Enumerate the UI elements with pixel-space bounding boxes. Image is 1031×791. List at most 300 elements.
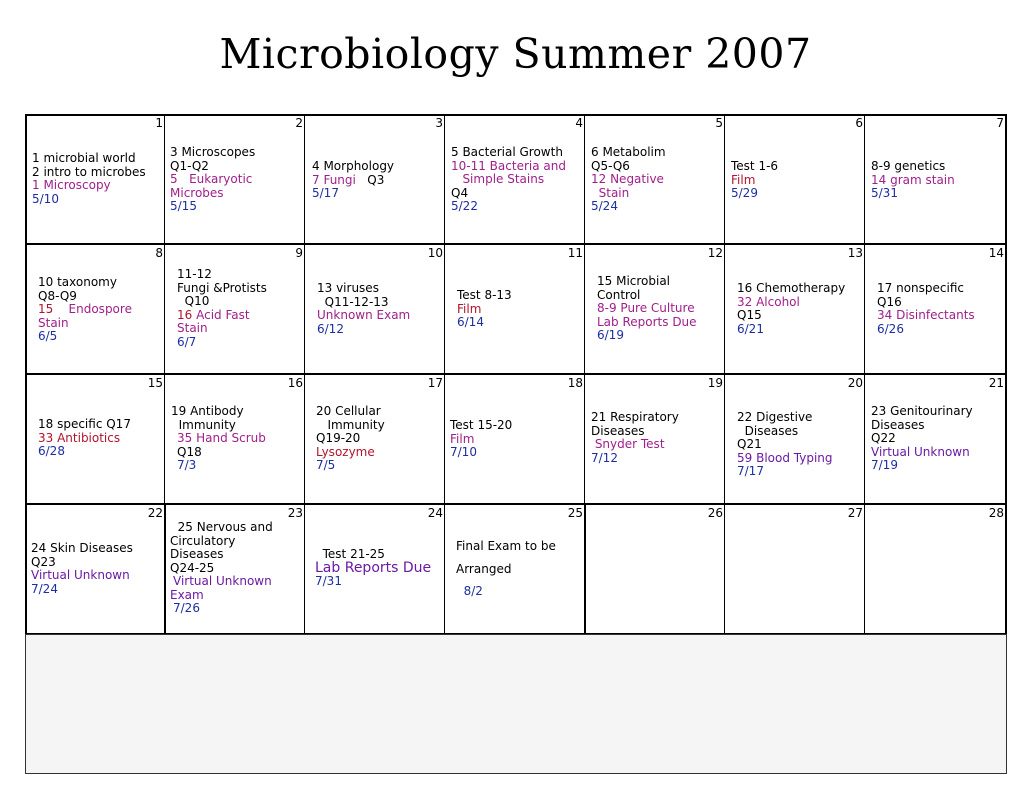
agenda-text: Q1-Q2 xyxy=(170,158,209,173)
agenda-text: 5/29 xyxy=(731,186,758,200)
agenda-line xyxy=(456,585,556,599)
day-number: 6 xyxy=(855,116,863,130)
agenda-text: Q19-20 xyxy=(316,431,361,445)
agenda-text: 23 Genitourinary xyxy=(871,404,973,418)
agenda-line xyxy=(871,174,955,188)
agenda-line xyxy=(591,146,666,160)
day-agenda xyxy=(312,160,394,201)
grid-line xyxy=(25,243,1007,245)
day-number: 24 xyxy=(427,506,443,520)
agenda-line xyxy=(170,521,273,535)
agenda-line xyxy=(312,187,394,201)
agenda-text: 8-9 genetics xyxy=(871,159,946,173)
agenda-line xyxy=(170,602,273,616)
agenda-text: Immunity xyxy=(316,417,385,432)
agenda-text: Q23 xyxy=(31,554,56,569)
day-number: 19 xyxy=(707,376,723,390)
agenda-line xyxy=(32,193,146,207)
agenda-text: 6/19 xyxy=(597,328,624,342)
agenda-line xyxy=(316,459,385,473)
agenda-line xyxy=(31,556,133,570)
agenda-text: Test 1-6 xyxy=(731,159,779,173)
agenda-text: 7/19 xyxy=(871,458,898,472)
agenda-line xyxy=(177,322,267,336)
calendar-day-cell xyxy=(585,374,725,504)
agenda-line xyxy=(450,433,512,447)
agenda-text: 20 Cellular xyxy=(316,404,381,418)
agenda-line xyxy=(591,160,666,174)
agenda-text: 5/17 xyxy=(312,186,339,200)
calendar-day-cell xyxy=(445,504,585,634)
agenda-line xyxy=(171,405,266,419)
day-agenda xyxy=(871,405,973,473)
day-agenda xyxy=(737,411,833,479)
day-number: 27 xyxy=(847,506,863,520)
day-number: 21 xyxy=(988,376,1004,390)
agenda-text: Lysozyme xyxy=(316,444,375,459)
agenda-line xyxy=(731,174,778,188)
agenda-line xyxy=(312,174,394,188)
day-number: 1 xyxy=(155,116,163,130)
agenda-line xyxy=(737,425,833,439)
agenda-line xyxy=(457,303,512,317)
agenda-line xyxy=(591,438,679,452)
day-agenda xyxy=(591,146,666,214)
grid-line xyxy=(584,504,586,634)
agenda-text: Q4 xyxy=(451,185,469,200)
agenda-text: Circulatory xyxy=(170,533,236,548)
agenda-line xyxy=(170,200,255,214)
agenda-line xyxy=(170,146,255,160)
day-agenda xyxy=(731,160,778,201)
calendar-day-cell xyxy=(445,114,585,244)
agenda-line xyxy=(597,289,697,303)
agenda-text: 6/12 xyxy=(317,321,344,336)
day-agenda xyxy=(31,542,133,596)
day-number: 3 xyxy=(435,116,443,130)
agenda-text: Film xyxy=(731,172,756,187)
agenda-line xyxy=(450,419,512,433)
day-number: 26 xyxy=(707,506,723,520)
day-number: 13 xyxy=(847,246,863,260)
agenda-line xyxy=(317,309,410,323)
day-agenda xyxy=(877,282,975,336)
agenda-text: Exam xyxy=(170,587,204,602)
agenda-text: Diseases xyxy=(170,547,224,561)
grid-line xyxy=(164,504,166,634)
agenda-line xyxy=(38,418,131,432)
agenda-line xyxy=(737,438,833,452)
agenda-text: 8/2 xyxy=(456,584,483,598)
agenda-text: 5/22 xyxy=(451,199,478,213)
agenda-line xyxy=(177,282,267,296)
calendar-day-cell xyxy=(865,374,1006,504)
agenda-text: Q22 xyxy=(871,431,896,445)
agenda-line xyxy=(38,445,131,459)
day-number: 20 xyxy=(847,376,863,390)
agenda-text: Test 15-20 xyxy=(450,418,513,432)
agenda-line xyxy=(591,173,666,187)
agenda-text: 7/3 xyxy=(177,458,197,472)
day-number: 15 xyxy=(147,376,163,390)
agenda-text: 11-12 xyxy=(177,267,212,281)
day-agenda xyxy=(871,160,955,201)
agenda-line xyxy=(871,459,973,473)
agenda-text: Q10 xyxy=(177,294,210,308)
agenda-line xyxy=(170,589,273,603)
day-number: 28 xyxy=(988,506,1004,520)
day-number: 9 xyxy=(295,246,303,260)
day-agenda xyxy=(170,521,273,616)
day-agenda xyxy=(450,419,512,460)
agenda-line xyxy=(731,187,778,201)
day-agenda xyxy=(737,282,845,336)
day-number: 2 xyxy=(295,116,303,130)
calendar-day-cell xyxy=(165,244,305,374)
agenda-line xyxy=(737,411,833,425)
agenda-text: 7/12 xyxy=(591,450,618,465)
agenda-line xyxy=(456,563,556,577)
agenda-text: 6 Metabolim xyxy=(591,145,666,159)
calendar-grid xyxy=(25,114,1006,634)
agenda-line xyxy=(32,166,146,180)
agenda-text: 16 Chemotherapy xyxy=(737,281,846,295)
agenda-text: Control xyxy=(597,287,641,302)
agenda-line xyxy=(38,432,131,446)
agenda-line xyxy=(177,268,267,282)
agenda-text: Stain xyxy=(177,321,208,335)
agenda-text: 24 Skin Diseases xyxy=(31,541,133,555)
calendar-day-cell xyxy=(865,244,1006,374)
agenda-text: Diseases xyxy=(591,423,645,438)
agenda-text: 7/26 xyxy=(173,601,200,615)
calendar-day-cell xyxy=(305,244,445,374)
grid-line xyxy=(724,114,725,634)
agenda-text: Virtual Unknown xyxy=(173,574,272,588)
grid-line xyxy=(25,373,1007,375)
agenda-line xyxy=(317,323,410,337)
day-agenda xyxy=(317,282,410,336)
calendar-day-cell xyxy=(725,244,865,374)
agenda-line xyxy=(170,548,273,562)
day-agenda xyxy=(456,540,556,599)
agenda-line xyxy=(170,173,255,187)
day-number: 18 xyxy=(567,376,583,390)
agenda-text: 5 Eukaryotic xyxy=(170,172,253,186)
agenda-text: 6/7 xyxy=(177,334,197,349)
calendar-day-cell xyxy=(865,504,1006,634)
agenda-line xyxy=(31,583,133,597)
agenda-text: 6/26 xyxy=(877,321,904,336)
agenda-line xyxy=(877,282,975,296)
agenda-text: Microbes xyxy=(170,185,224,200)
day-number: 25 xyxy=(567,506,583,520)
agenda-line xyxy=(38,330,132,344)
agenda-line xyxy=(177,295,267,309)
agenda-line xyxy=(38,290,132,304)
agenda-text: 21 Respiratory xyxy=(591,410,679,424)
agenda-line xyxy=(171,459,266,473)
calendar-day-cell xyxy=(725,114,865,244)
calendar-day-cell xyxy=(25,244,165,374)
agenda-text: Q3 xyxy=(355,172,385,187)
agenda-text: 14 gram stain xyxy=(871,172,955,187)
agenda-line xyxy=(591,200,666,214)
agenda-line xyxy=(456,540,556,554)
agenda-text: 7/17 xyxy=(737,464,764,478)
agenda-line xyxy=(450,446,512,460)
agenda-text: Q11-12-13 xyxy=(317,294,389,309)
notes-box[interactable] xyxy=(25,634,1007,774)
calendar-day-cell xyxy=(865,114,1006,244)
agenda-text: Arranged xyxy=(456,561,512,576)
agenda-line xyxy=(871,405,973,419)
agenda-line xyxy=(597,275,697,289)
agenda-text: 4 Morphology xyxy=(312,159,395,173)
day-number: 14 xyxy=(988,246,1004,260)
agenda-text: 5/31 xyxy=(871,186,898,200)
agenda-text: 5 Bacterial Growth xyxy=(451,145,563,159)
agenda-line xyxy=(597,302,697,316)
agenda-line xyxy=(170,535,273,549)
grid-line xyxy=(444,114,445,634)
agenda-text: Lab Reports Due xyxy=(315,559,432,576)
calendar-day-cell xyxy=(585,114,725,244)
agenda-line xyxy=(38,317,132,331)
agenda-text: Q24-25 xyxy=(170,560,215,575)
calendar-day-cell xyxy=(725,504,865,634)
agenda-text: 6/28 xyxy=(38,444,65,458)
agenda-line xyxy=(737,309,845,323)
agenda-text: 18 specific Q17 xyxy=(38,417,131,431)
agenda-text: Diseases xyxy=(737,423,799,438)
day-number: 17 xyxy=(427,376,443,390)
agenda-line xyxy=(731,160,778,174)
grid-line xyxy=(304,114,305,634)
agenda-text: Q8-Q9 xyxy=(38,288,77,303)
agenda-line xyxy=(315,559,432,576)
agenda-line xyxy=(451,200,566,214)
agenda-line xyxy=(457,316,512,330)
agenda-text: 10 taxonomy xyxy=(38,275,117,289)
agenda-text: 2 intro to microbes xyxy=(32,164,146,179)
grid-line xyxy=(25,114,1007,116)
agenda-line xyxy=(316,446,385,460)
calendar-day-cell xyxy=(445,244,585,374)
agenda-line xyxy=(737,282,845,296)
day-number: 10 xyxy=(427,246,443,260)
agenda-text: 32 Alcohol xyxy=(737,294,800,309)
page-title: Microbiology Summer 2007 xyxy=(219,30,812,78)
agenda-text: 5/15 xyxy=(170,199,197,213)
agenda-line xyxy=(315,575,431,589)
agenda-text: 33 Antibiotics xyxy=(38,430,121,445)
day-agenda xyxy=(591,411,679,465)
day-agenda xyxy=(171,405,266,473)
grid-line xyxy=(864,114,865,634)
agenda-line xyxy=(591,187,666,201)
day-agenda xyxy=(597,275,697,343)
agenda-line xyxy=(32,179,146,193)
agenda-line xyxy=(317,282,410,296)
agenda-text: 59 Blood Typing xyxy=(737,450,833,465)
agenda-line xyxy=(170,575,273,589)
agenda-text: 7 Fungi xyxy=(312,172,356,187)
agenda-text: 6/5 xyxy=(38,329,58,343)
agenda-text: Fungi &Protists xyxy=(177,280,267,295)
agenda-text: 17 nonspecific xyxy=(877,281,964,295)
agenda-text: 7/5 xyxy=(316,458,336,472)
calendar-day-cell xyxy=(25,504,165,634)
agenda-line xyxy=(170,562,273,576)
agenda-line xyxy=(591,452,679,466)
calendar-day-cell xyxy=(25,374,165,504)
agenda-line xyxy=(451,187,566,201)
agenda-text: 1 microbial world xyxy=(32,151,136,165)
day-agenda xyxy=(457,289,512,330)
agenda-line xyxy=(177,309,267,323)
agenda-text: 1 Microscopy xyxy=(32,178,111,192)
agenda-line xyxy=(877,323,975,337)
agenda-line xyxy=(316,432,385,446)
agenda-text: Virtual Unknown xyxy=(31,568,130,582)
day-agenda xyxy=(38,276,132,344)
agenda-line xyxy=(38,276,132,290)
calendar-day-cell xyxy=(165,504,305,634)
agenda-line xyxy=(31,542,133,556)
agenda-text: Snyder Test xyxy=(591,437,665,451)
calendar-day-cell xyxy=(305,374,445,504)
agenda-text: 7/24 xyxy=(31,581,58,596)
agenda-line xyxy=(737,465,833,479)
agenda-line xyxy=(871,419,973,433)
agenda-text: 8-9 Pure Culture xyxy=(597,301,695,315)
agenda-text: Stain xyxy=(591,185,630,200)
agenda-line xyxy=(871,446,973,460)
agenda-text: 3 Microscopes xyxy=(170,145,256,159)
agenda-text: Simple Stains xyxy=(451,172,545,186)
agenda-line xyxy=(591,411,679,425)
grid-line xyxy=(25,503,1007,505)
day-number: 4 xyxy=(575,116,583,130)
day-agenda xyxy=(177,268,267,349)
agenda-text: Q15 xyxy=(737,308,762,322)
agenda-text: Lab Reports Due xyxy=(597,314,697,329)
calendar-day-cell xyxy=(305,114,445,244)
agenda-text: Q21 xyxy=(737,437,762,451)
agenda-text: 34 Disinfectants xyxy=(877,308,975,322)
agenda-text: 13 viruses xyxy=(317,281,379,295)
agenda-text: 15 Microbial xyxy=(597,274,671,288)
day-number: 23 xyxy=(287,506,303,520)
agenda-line xyxy=(871,187,955,201)
agenda-line xyxy=(171,446,266,460)
agenda-line xyxy=(31,569,133,583)
agenda-line xyxy=(170,187,255,201)
calendar-day-cell xyxy=(165,114,305,244)
day-agenda xyxy=(316,405,385,473)
agenda-line xyxy=(597,316,697,330)
agenda-text: 12 Negative xyxy=(591,172,664,186)
agenda-text: Immunity xyxy=(171,417,236,432)
calendar-day-cell xyxy=(725,374,865,504)
agenda-line xyxy=(877,309,975,323)
agenda-text: Stain xyxy=(38,315,69,330)
calendar-day-cell xyxy=(305,504,445,634)
day-number: 7 xyxy=(996,116,1004,130)
agenda-line xyxy=(451,146,566,160)
agenda-text: Unknown Exam xyxy=(317,308,411,322)
agenda-line xyxy=(737,452,833,466)
agenda-text: Test 8-13 xyxy=(457,288,512,302)
agenda-text: 5/24 xyxy=(591,199,618,213)
agenda-line xyxy=(871,432,973,446)
agenda-text: 10-11 Bacteria and xyxy=(451,158,566,173)
agenda-line xyxy=(177,336,267,350)
agenda-text: 16 xyxy=(177,307,193,322)
agenda-line xyxy=(451,173,566,187)
agenda-line xyxy=(316,419,385,433)
agenda-text: 6/14 xyxy=(457,315,484,329)
agenda-line xyxy=(32,152,146,166)
day-number: 12 xyxy=(707,246,723,260)
agenda-text: Final Exam to be xyxy=(456,539,556,553)
agenda-text: 15 xyxy=(38,302,54,316)
day-number: 8 xyxy=(155,246,163,260)
agenda-line xyxy=(312,160,394,174)
agenda-text: Film xyxy=(457,301,482,316)
agenda-text: Acid Fast xyxy=(192,307,250,322)
agenda-line xyxy=(737,323,845,337)
day-agenda xyxy=(451,146,566,214)
day-number: 16 xyxy=(287,376,303,390)
agenda-text: Q5-Q6 xyxy=(591,158,630,173)
day-agenda xyxy=(32,152,146,206)
agenda-text: 25 Nervous and xyxy=(170,520,273,534)
agenda-text: 22 Digestive xyxy=(737,410,813,424)
agenda-text: 19 Antibody xyxy=(171,404,244,418)
agenda-line xyxy=(38,303,132,317)
calendar-day-cell xyxy=(585,504,725,634)
day-number: 5 xyxy=(715,116,723,130)
calendar-day-cell xyxy=(165,374,305,504)
agenda-line xyxy=(597,329,697,343)
agenda-line xyxy=(451,160,566,174)
day-agenda xyxy=(170,146,255,214)
calendar-day-cell xyxy=(585,244,725,374)
agenda-line xyxy=(737,296,845,310)
agenda-text: 7/31 xyxy=(315,574,342,588)
agenda-text: 5/10 xyxy=(32,191,59,206)
agenda-text: Diseases xyxy=(871,417,925,432)
agenda-line xyxy=(170,160,255,174)
agenda-text: Film xyxy=(450,431,475,446)
agenda-text: Endospore xyxy=(53,302,132,316)
agenda-line xyxy=(877,296,975,310)
agenda-line xyxy=(871,160,955,174)
day-number: 11 xyxy=(567,246,583,260)
agenda-text: Q18 xyxy=(177,444,202,459)
day-agenda xyxy=(38,418,131,459)
agenda-line xyxy=(171,419,266,433)
day-number: 22 xyxy=(147,506,163,520)
agenda-line xyxy=(317,296,410,310)
agenda-text: 6/21 xyxy=(737,321,764,336)
calendar-day-cell xyxy=(25,114,165,244)
agenda-line xyxy=(457,289,512,303)
agenda-text: 7/10 xyxy=(450,445,477,459)
agenda-text: Test 21-25 xyxy=(315,547,385,561)
